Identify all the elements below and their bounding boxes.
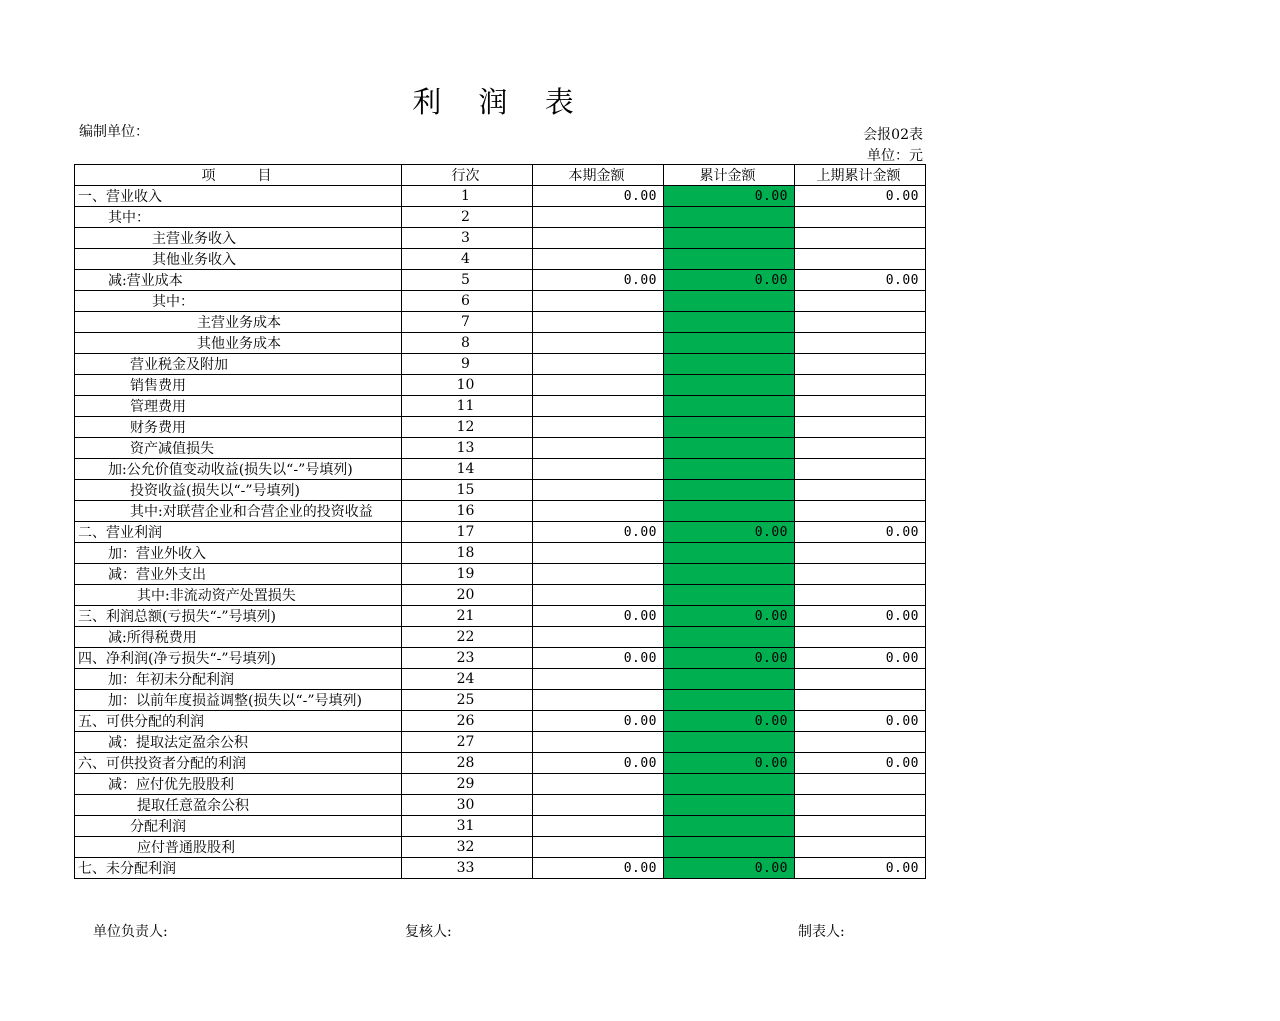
line-no-cell[interactable]: 28	[402, 753, 533, 774]
form-number: 会报02表	[863, 127, 923, 143]
table-row	[75, 627, 926, 648]
current-amount-cell[interactable]	[533, 207, 664, 228]
item-cell[interactable]: 加：营业外收入	[75, 543, 402, 564]
table-row	[75, 480, 926, 501]
prior-cumulative-amount-cell[interactable]	[795, 795, 926, 816]
line-no-cell[interactable]: 27	[402, 732, 533, 753]
line-no-cell[interactable]: 19	[402, 564, 533, 585]
income-statement-table	[74, 164, 926, 879]
cumulative-amount-cell[interactable]	[664, 396, 795, 417]
item-cell[interactable]: 减：应付优先股股利	[75, 774, 402, 795]
current-amount-cell[interactable]: 0.00	[533, 270, 664, 291]
item-cell[interactable]: 加：以前年度损益调整(损失以“-”号填列)	[75, 690, 402, 711]
line-no-cell[interactable]: 20	[402, 585, 533, 606]
item-cell[interactable]: 减:营业成本	[75, 270, 402, 291]
prior-cumulative-amount-cell[interactable]	[795, 375, 926, 396]
prior-cumulative-amount-cell[interactable]	[795, 543, 926, 564]
current-amount-cell[interactable]: 0.00	[533, 858, 664, 879]
line-no-cell[interactable]: 22	[402, 627, 533, 648]
current-amount-cell[interactable]	[533, 396, 664, 417]
line-no-cell[interactable]: 24	[402, 669, 533, 690]
line-no-cell[interactable]: 31	[402, 816, 533, 837]
prior-cumulative-amount-cell[interactable]	[795, 837, 926, 858]
line-no-cell[interactable]: 14	[402, 459, 533, 480]
item-cell[interactable]: 销售费用	[75, 375, 402, 396]
prior-cumulative-amount-cell[interactable]: 0.00	[795, 606, 926, 627]
cumulative-amount-cell[interactable]	[664, 501, 795, 522]
current-amount-cell[interactable]	[533, 690, 664, 711]
table-row	[75, 249, 926, 270]
current-amount-cell[interactable]	[533, 375, 664, 396]
line-no-cell[interactable]: 33	[402, 858, 533, 879]
cumulative-amount-cell[interactable]: 0.00	[664, 522, 795, 543]
cumulative-amount-cell[interactable]	[664, 459, 795, 480]
current-amount-cell[interactable]: 0.00	[533, 522, 664, 543]
item-cell[interactable]: 主营业务成本	[75, 312, 402, 333]
current-amount-cell[interactable]	[533, 501, 664, 522]
line-no-cell[interactable]: 32	[402, 837, 533, 858]
line-no-cell[interactable]: 29	[402, 774, 533, 795]
line-no-cell[interactable]: 30	[402, 795, 533, 816]
item-cell[interactable]: 应付普通股股利	[75, 837, 402, 858]
current-amount-cell[interactable]	[533, 291, 664, 312]
item-cell[interactable]: 减：营业外支出	[75, 564, 402, 585]
prior-cumulative-amount-cell[interactable]	[795, 228, 926, 249]
current-amount-cell[interactable]	[533, 816, 664, 837]
cumulative-amount-cell[interactable]	[664, 795, 795, 816]
table-header-row	[75, 165, 926, 186]
item-cell[interactable]: 五、可供分配的利润	[75, 711, 402, 732]
prior-cumulative-amount-cell[interactable]	[795, 774, 926, 795]
header-line-no[interactable]: 行次	[402, 165, 533, 186]
line-no-cell[interactable]: 16	[402, 501, 533, 522]
prior-cumulative-amount-cell[interactable]: 0.00	[795, 753, 926, 774]
prior-cumulative-amount-cell[interactable]	[795, 669, 926, 690]
unit-head-signature-label: 单位负责人:	[93, 924, 168, 940]
prior-cumulative-amount-cell[interactable]	[795, 480, 926, 501]
prior-cumulative-amount-cell[interactable]	[795, 501, 926, 522]
item-cell[interactable]: 一、营业收入	[75, 186, 402, 207]
item-cell[interactable]: 六、可供投资者分配的利润	[75, 753, 402, 774]
table-row	[75, 585, 926, 606]
table-row	[75, 312, 926, 333]
current-amount-cell[interactable]	[533, 795, 664, 816]
table-row	[75, 333, 926, 354]
table-row	[75, 543, 926, 564]
table-row	[75, 816, 926, 837]
current-amount-cell[interactable]	[533, 312, 664, 333]
table-row	[75, 438, 926, 459]
prior-cumulative-amount-cell[interactable]	[795, 459, 926, 480]
item-cell[interactable]: 管理费用	[75, 396, 402, 417]
cumulative-amount-cell[interactable]	[664, 207, 795, 228]
table-row	[75, 207, 926, 228]
header-current-amount[interactable]: 本期金额	[533, 165, 664, 186]
line-no-cell[interactable]: 26	[402, 711, 533, 732]
cumulative-amount-cell[interactable]	[664, 816, 795, 837]
current-amount-cell[interactable]	[533, 354, 664, 375]
line-no-cell[interactable]: 9	[402, 354, 533, 375]
line-no-cell[interactable]: 4	[402, 249, 533, 270]
prior-cumulative-amount-cell[interactable]: 0.00	[795, 858, 926, 879]
current-amount-cell[interactable]	[533, 564, 664, 585]
cumulative-amount-cell[interactable]	[664, 228, 795, 249]
item-cell[interactable]: 三、利润总额(亏损失“-”号填列)	[75, 606, 402, 627]
cumulative-amount-cell[interactable]	[664, 333, 795, 354]
item-cell[interactable]: 财务费用	[75, 417, 402, 438]
cumulative-amount-cell[interactable]	[664, 354, 795, 375]
cumulative-amount-cell[interactable]	[664, 438, 795, 459]
line-no-cell[interactable]: 25	[402, 690, 533, 711]
table-row	[75, 354, 926, 375]
table-row	[75, 837, 926, 858]
item-cell[interactable]: 七、未分配利润	[75, 858, 402, 879]
line-no-cell[interactable]: 8	[402, 333, 533, 354]
current-amount-cell[interactable]	[533, 543, 664, 564]
table-row	[75, 291, 926, 312]
prior-cumulative-amount-cell[interactable]	[795, 396, 926, 417]
report-title: 利 润 表	[412, 85, 588, 119]
header-cumulative-amount[interactable]: 累计金额	[664, 165, 795, 186]
line-no-cell[interactable]: 21	[402, 606, 533, 627]
line-no-cell[interactable]: 15	[402, 480, 533, 501]
table-row	[75, 522, 926, 543]
prior-cumulative-amount-cell[interactable]	[795, 354, 926, 375]
table-row	[75, 396, 926, 417]
cumulative-amount-cell[interactable]	[664, 249, 795, 270]
prior-cumulative-amount-cell[interactable]: 0.00	[795, 648, 926, 669]
item-cell[interactable]: 加:公允价值变动收益(损失以“-”号填列)	[75, 459, 402, 480]
table-row	[75, 669, 926, 690]
item-cell[interactable]: 投资收益(损失以“-”号填列)	[75, 480, 402, 501]
current-amount-cell[interactable]	[533, 669, 664, 690]
line-no-cell[interactable]: 10	[402, 375, 533, 396]
table-row	[75, 606, 926, 627]
prior-cumulative-amount-cell[interactable]: 0.00	[795, 711, 926, 732]
cumulative-amount-cell[interactable]	[664, 774, 795, 795]
table-row	[75, 858, 926, 879]
item-cell[interactable]: 四、净利润(净亏损失“-”号填列)	[75, 648, 402, 669]
current-amount-cell[interactable]: 0.00	[533, 186, 664, 207]
item-cell[interactable]: 减：提取法定盈余公积	[75, 732, 402, 753]
item-cell[interactable]: 其他业务收入	[75, 249, 402, 270]
table-row	[75, 564, 926, 585]
table-row	[75, 228, 926, 249]
prior-cumulative-amount-cell[interactable]	[795, 438, 926, 459]
item-cell[interactable]: 二、营业利润	[75, 522, 402, 543]
cumulative-amount-cell[interactable]	[664, 480, 795, 501]
cumulative-amount-cell[interactable]	[664, 585, 795, 606]
line-no-cell[interactable]: 18	[402, 543, 533, 564]
current-amount-cell[interactable]	[533, 228, 664, 249]
cumulative-amount-cell[interactable]	[664, 312, 795, 333]
table-row	[75, 690, 926, 711]
item-cell[interactable]: 资产减值损失	[75, 438, 402, 459]
item-cell[interactable]: 其中:对联营企业和合营企业的投资收益	[75, 501, 402, 522]
item-cell[interactable]: 主营业务收入	[75, 228, 402, 249]
preparer-signature-label: 制表人:	[798, 924, 845, 940]
header-prior-cumulative-amount[interactable]: 上期累计金额	[795, 165, 926, 186]
line-no-cell[interactable]: 13	[402, 438, 533, 459]
line-no-cell[interactable]: 7	[402, 312, 533, 333]
header-item[interactable]: 项 目	[75, 165, 402, 186]
table-row	[75, 459, 926, 480]
table-body	[75, 186, 926, 879]
cumulative-amount-cell[interactable]	[664, 732, 795, 753]
current-amount-cell[interactable]	[533, 438, 664, 459]
table-row	[75, 375, 926, 396]
cumulative-amount-cell[interactable]	[664, 690, 795, 711]
cumulative-amount-cell[interactable]: 0.00	[664, 858, 795, 879]
line-no-cell[interactable]: 23	[402, 648, 533, 669]
table-row	[75, 774, 926, 795]
table-row	[75, 270, 926, 291]
current-amount-cell[interactable]: 0.00	[533, 606, 664, 627]
prior-cumulative-amount-cell[interactable]	[795, 732, 926, 753]
current-amount-cell[interactable]	[533, 417, 664, 438]
table-row	[75, 648, 926, 669]
reviewer-signature-label: 复核人:	[405, 924, 452, 940]
current-amount-cell[interactable]	[533, 333, 664, 354]
prior-cumulative-amount-cell[interactable]	[795, 291, 926, 312]
item-cell[interactable]: 其中：	[75, 291, 402, 312]
item-cell[interactable]: 加：年初未分配利润	[75, 669, 402, 690]
cumulative-amount-cell[interactable]	[664, 291, 795, 312]
current-amount-cell[interactable]	[533, 249, 664, 270]
cumulative-amount-cell[interactable]: 0.00	[664, 753, 795, 774]
currency-unit: 单位：元	[867, 148, 923, 164]
line-no-cell[interactable]: 11	[402, 396, 533, 417]
item-cell[interactable]: 提取任意盈余公积	[75, 795, 402, 816]
cumulative-amount-cell[interactable]: 0.00	[664, 711, 795, 732]
cumulative-amount-cell[interactable]	[664, 543, 795, 564]
prior-cumulative-amount-cell[interactable]	[795, 627, 926, 648]
cumulative-amount-cell[interactable]	[664, 417, 795, 438]
current-amount-cell[interactable]	[533, 732, 664, 753]
prior-cumulative-amount-cell[interactable]: 0.00	[795, 522, 926, 543]
cumulative-amount-cell[interactable]	[664, 669, 795, 690]
current-amount-cell[interactable]: 0.00	[533, 753, 664, 774]
current-amount-cell[interactable]	[533, 627, 664, 648]
table-row	[75, 753, 926, 774]
prior-cumulative-amount-cell[interactable]	[795, 585, 926, 606]
table-row	[75, 711, 926, 732]
item-cell[interactable]: 其中：	[75, 207, 402, 228]
table-row	[75, 732, 926, 753]
current-amount-cell[interactable]	[533, 459, 664, 480]
cumulative-amount-cell[interactable]: 0.00	[664, 186, 795, 207]
current-amount-cell[interactable]	[533, 774, 664, 795]
prior-cumulative-amount-cell[interactable]	[795, 417, 926, 438]
prior-cumulative-amount-cell[interactable]	[795, 333, 926, 354]
prior-cumulative-amount-cell[interactable]	[795, 690, 926, 711]
table-row	[75, 417, 926, 438]
cumulative-amount-cell[interactable]: 0.00	[664, 648, 795, 669]
line-no-cell[interactable]: 6	[402, 291, 533, 312]
current-amount-cell[interactable]	[533, 480, 664, 501]
current-amount-cell[interactable]: 0.00	[533, 711, 664, 732]
current-amount-cell[interactable]: 0.00	[533, 648, 664, 669]
prior-cumulative-amount-cell[interactable]: 0.00	[795, 270, 926, 291]
table-row	[75, 501, 926, 522]
cumulative-amount-cell[interactable]	[664, 627, 795, 648]
compiling-unit-label: 编制单位：	[79, 124, 149, 140]
line-no-cell[interactable]: 2	[402, 207, 533, 228]
line-no-cell[interactable]: 1	[402, 186, 533, 207]
line-no-cell[interactable]: 3	[402, 228, 533, 249]
item-cell[interactable]: 减:所得税费用	[75, 627, 402, 648]
prior-cumulative-amount-cell[interactable]	[795, 312, 926, 333]
line-no-cell[interactable]: 12	[402, 417, 533, 438]
prior-cumulative-amount-cell[interactable]	[795, 249, 926, 270]
cumulative-amount-cell[interactable]	[664, 837, 795, 858]
cumulative-amount-cell[interactable]: 0.00	[664, 606, 795, 627]
line-no-cell[interactable]: 17	[402, 522, 533, 543]
line-no-cell[interactable]: 5	[402, 270, 533, 291]
cumulative-amount-cell[interactable]	[664, 375, 795, 396]
item-cell[interactable]: 其他业务成本	[75, 333, 402, 354]
prior-cumulative-amount-cell[interactable]	[795, 816, 926, 837]
prior-cumulative-amount-cell[interactable]	[795, 207, 926, 228]
prior-cumulative-amount-cell[interactable]: 0.00	[795, 186, 926, 207]
item-cell[interactable]: 分配利润	[75, 816, 402, 837]
cumulative-amount-cell[interactable]	[664, 564, 795, 585]
cumulative-amount-cell[interactable]: 0.00	[664, 270, 795, 291]
item-cell[interactable]: 其中:非流动资产处置损失	[75, 585, 402, 606]
current-amount-cell[interactable]	[533, 585, 664, 606]
table-row	[75, 795, 926, 816]
table-row	[75, 186, 926, 207]
current-amount-cell[interactable]	[533, 837, 664, 858]
item-cell[interactable]: 营业税金及附加	[75, 354, 402, 375]
prior-cumulative-amount-cell[interactable]	[795, 564, 926, 585]
